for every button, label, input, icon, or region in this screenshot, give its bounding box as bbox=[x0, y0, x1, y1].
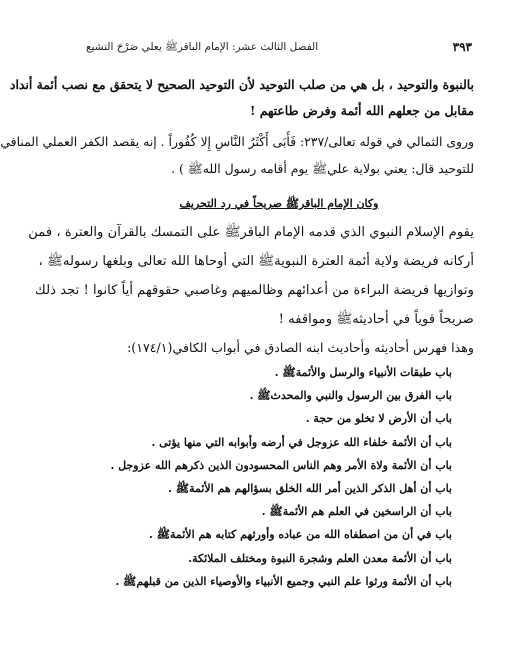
chapter-item: باب أن الأرض لا تخلو من حجة . bbox=[305, 412, 452, 426]
section-heading: وكان الإمام الباقرﷺ صريحاً في رد التحريف bbox=[179, 197, 379, 210]
paragraph-3-line-4: صريحاً قوياً في أحاديثهﷺ ومواقفه ! bbox=[278, 312, 474, 327]
chapter-item: باب أن الأئمة معدن العلم وشجرة النبوة ومختلف الملائكة. bbox=[188, 551, 452, 565]
running-title: الفصل الثالث عشر: الإمام الباقرﷺ يعلي صَرْحَ التشيع bbox=[86, 41, 319, 53]
paragraph-1-line-2: مقابل من جعلهم الله أئمة وفرض طاعتهم ! bbox=[249, 103, 474, 118]
paragraph-1-line-1: بالنبوة والتوحيد ، بل هي من صلب التوحيد لأن التوحيد الصحيح لا يتحقق مع نصب أئمة أنداد bbox=[9, 77, 474, 92]
chapter-item: باب طبقات الأنبياء والرسل والأئمةﷺ . bbox=[274, 366, 452, 379]
paragraph-3-line-1: يقوم الإسلام النبوي الذي قدمه الإمام الباقرﷺ على التمسك بالقرآن والعترة ، فمن bbox=[28, 225, 474, 240]
chapter-item: باب أن الأئمة خلفاء الله عزوجل في أرضه وأبوابه التي منها يؤتى . bbox=[151, 435, 452, 449]
chapter-item: باب في أن من اصطفاه الله من عباده وأورثهم كتابه هم الأئمةﷺ . bbox=[149, 528, 452, 542]
paragraph-3 bbox=[28, 218, 474, 334]
chapter-item: باب أن الراسخين في العلم هم الأئمةﷺ . bbox=[261, 505, 452, 519]
chapter-item: باب أن الأئمة ورثوا علم النبي وجميع الأنبياء والأوصياء الذين من قبلهمﷺ . bbox=[115, 574, 452, 588]
paragraph-2-line-1: وروى الثمالي في قوله تعالى/٢٣٧: فَأَبَى أَكْثَرُ النَّاسِ إِلا كُفُوراً . إنه يقصد الكفر العملي المنافي bbox=[0, 134, 474, 149]
page-number: ٣٩٣ bbox=[452, 40, 472, 54]
chapter-item: باب الفرق بين الرسول والنبي والمحدثﷺ . bbox=[249, 389, 452, 403]
paragraph-3-line-2: أركانه فريضة ولاية أئمة العترة النبويةﷺ التي أوحاها الله تعالى وبلغها رسولهﷺ ، bbox=[38, 254, 474, 269]
paragraph-2-line-2: للتوحيد قال: يعني بولاية عليﷺ يوم أقامه رسول اللهﷺ ) . bbox=[171, 161, 474, 176]
chapter-list bbox=[84, 361, 474, 593]
chapter-item: باب أن الأئمة ولاة الأمر وهم الناس المحسودون الذين ذكرهم الله عزوجل . bbox=[110, 458, 452, 472]
page-header bbox=[86, 40, 472, 58]
chapter-item: باب أن أهل الذكر الذين أمر الله الخلق بسؤالهم هم الأئمةﷺ . bbox=[168, 482, 452, 496]
paragraph-2 bbox=[0, 128, 474, 182]
paragraph-3-line-3: وتوازيها فريضة البراءة من أعدائهم وظالميهم وغاصبي حقوقهم أياً كانوا ! تجد ذلك bbox=[35, 283, 474, 298]
paragraph-1 bbox=[9, 72, 474, 124]
document-body bbox=[0, 72, 474, 593]
paragraph-4: وهذا فهرس أحاديثه وأحاديث ابنه الصادق في أبواب الكافي(١٧٤/١): bbox=[127, 340, 474, 355]
